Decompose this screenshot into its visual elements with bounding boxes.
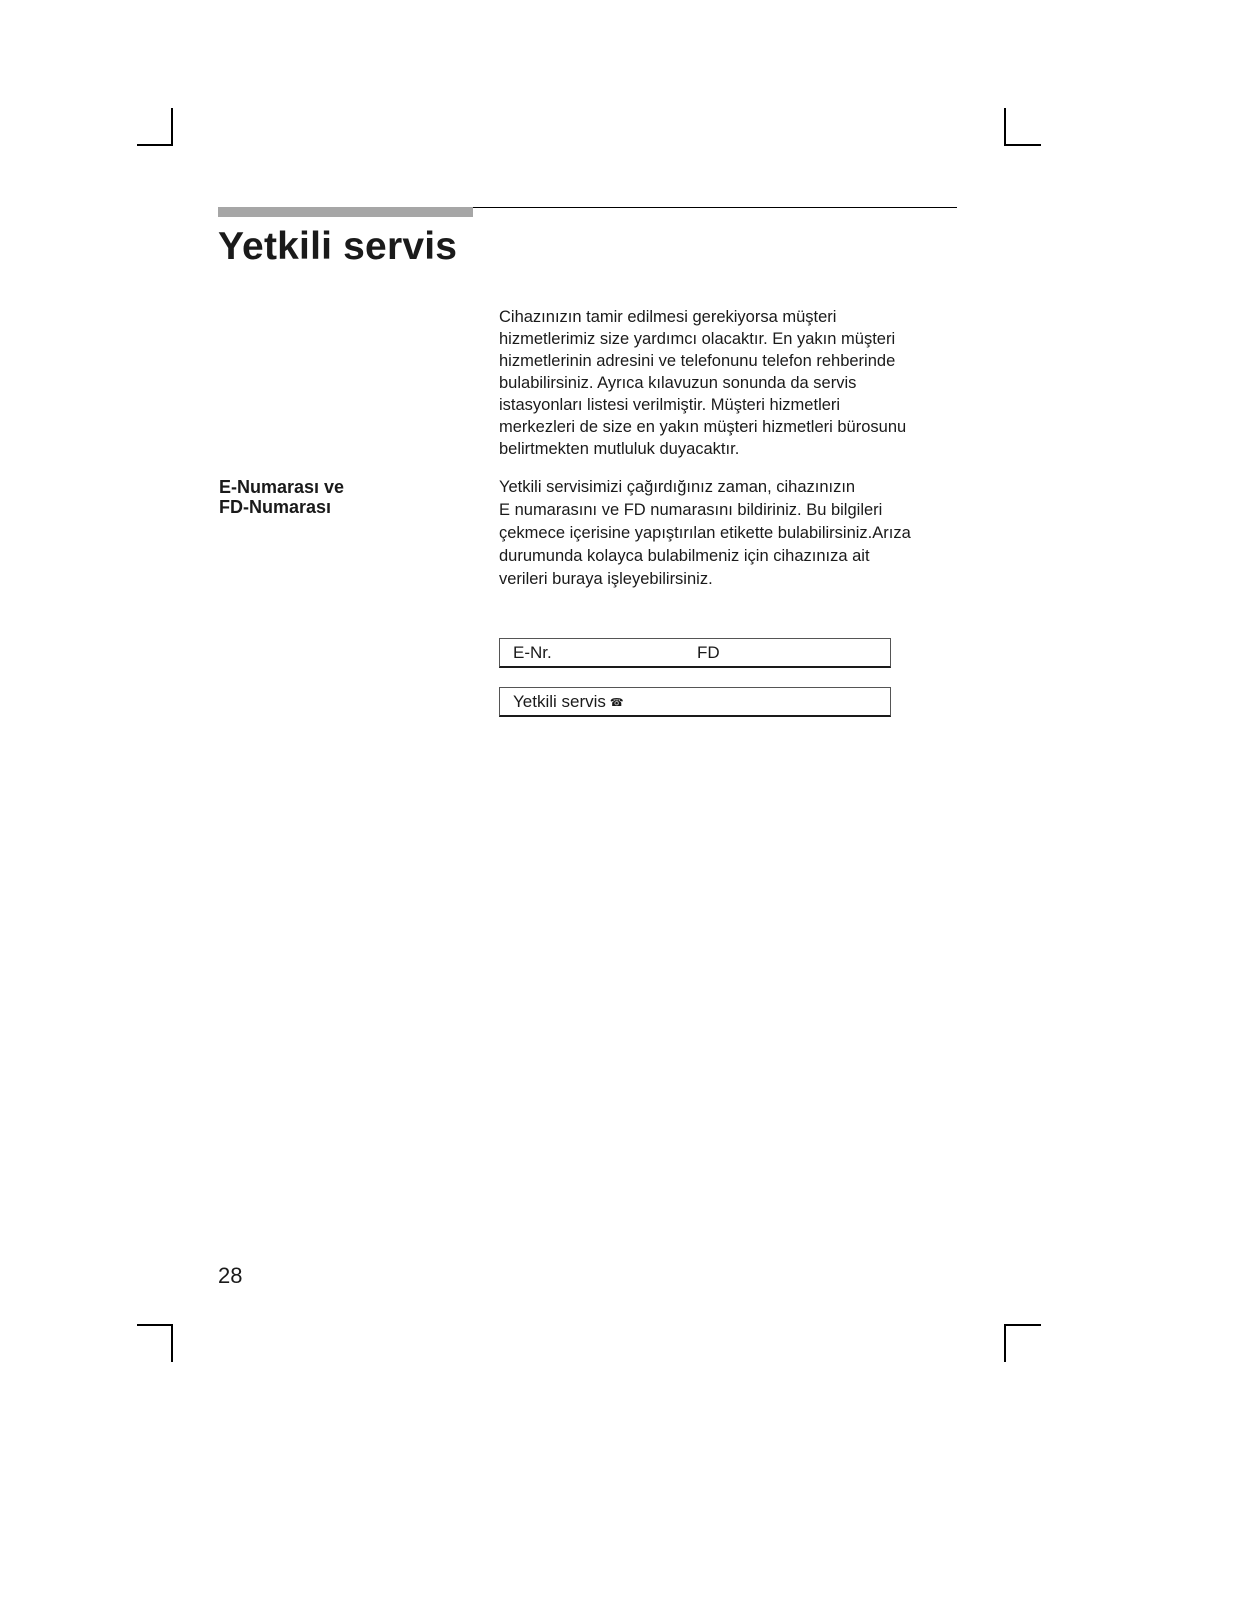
intro-line: istasyonları listesi verilmiştir. Müşteri hizmetleri (499, 396, 841, 414)
crop-mark-top-left-horizontal (137, 144, 173, 146)
crop-mark-bottom-left-horizontal (137, 1324, 173, 1326)
intro-line: Cihazınızın tamir edilmesi gerekiyorsa müşteri (499, 308, 837, 326)
intro-line: bulabilirsiniz. Ayrıca kılavuzun sonunda da servis (499, 374, 857, 392)
numbers-line: durumunda kolayca bulabilmeniz için cihazınıza ait (499, 547, 870, 565)
header-divider-line (473, 207, 957, 208)
enr-fd-field-box[interactable] (499, 638, 891, 668)
enr-label: E-Nr. (513, 643, 552, 662)
page-title: Yetkili servis (218, 225, 458, 268)
crop-mark-bottom-left-vertical (171, 1324, 173, 1362)
crop-mark-top-left-vertical (171, 108, 173, 146)
intro-paragraph (499, 306, 959, 460)
fd-label: FD (697, 643, 720, 662)
intro-line: hizmetlerimiz size yardımcı olacaktır. En yakın müşteri (499, 330, 896, 348)
page-number: 28 (218, 1263, 243, 1288)
service-field-box[interactable] (499, 687, 891, 717)
section-heading-numbers (219, 477, 344, 517)
service-label: Yetkili servis (513, 692, 606, 711)
intro-line: belirtmekten mutluluk duyacaktır. (499, 440, 740, 458)
crop-mark-bottom-right-horizontal (1004, 1324, 1041, 1326)
numbers-line: verileri buraya işleyebilirsiniz. (499, 570, 713, 588)
section-heading-line: E-Numarası ve (219, 477, 345, 497)
crop-mark-top-right-horizontal (1004, 144, 1041, 146)
telephone-icon: ☎ (609, 695, 624, 709)
numbers-line: çekmece içerisine yapıştırılan etikette bulabilirsiniz.Arıza (499, 524, 911, 542)
service-field-label-wrap (513, 692, 624, 713)
numbers-line: Yetkili servisimizi çağırdığınız zaman, cihazınızın (499, 478, 856, 496)
intro-line: hizmetlerinin adresini ve telefonunu telefon rehberinde (499, 352, 896, 370)
numbers-line: E numarasını ve FD numarasını bildiriniz. Bu bilgileri (499, 501, 883, 519)
crop-mark-bottom-right-vertical (1004, 1324, 1006, 1362)
header-accent-bar (218, 207, 473, 217)
section-heading-line: FD-Numarası (219, 497, 332, 517)
intro-line: merkezleri de size en yakın müşteri hizmetleri bürosunu (499, 418, 907, 436)
crop-mark-top-right-vertical (1004, 108, 1006, 146)
numbers-paragraph (499, 476, 959, 591)
